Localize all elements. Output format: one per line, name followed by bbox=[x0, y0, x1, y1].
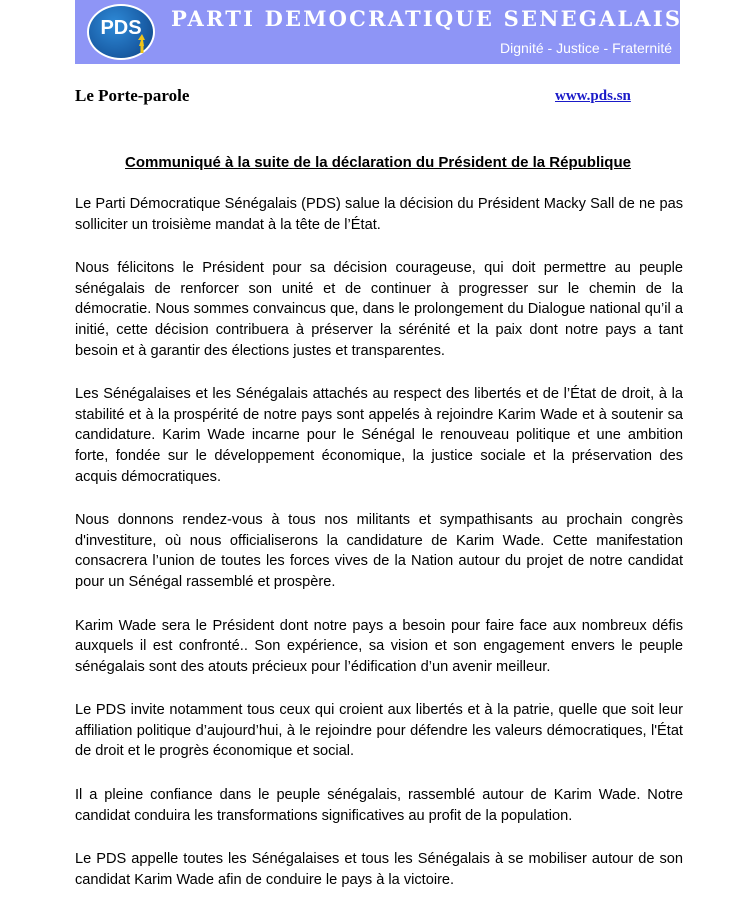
paragraph-8: Le PDS appelle toutes les Sénégalaises et tous les Sénégalais à se mobiliser autour de son candidat Karim Wade afin de conduire le pays à la victoire. bbox=[75, 851, 683, 888]
paragraph-7: Il a pleine confiance dans le peuple sénégalais, rassemblé autour de Karim Wade. Notre candidat conduira les transformations significatives au profit de la population. bbox=[75, 787, 683, 824]
torch-icon bbox=[133, 32, 151, 54]
document-body bbox=[75, 194, 683, 913]
website-link[interactable]: www.pds.sn bbox=[555, 88, 631, 104]
document-title: Communiqué à la suite de la déclaration du Président de la République bbox=[125, 154, 631, 171]
paragraph-4: Nous donnons rendez-vous à tous nos militants et sympathisants au prochain congrès d'investiture, où nous officialiserons la candidature de Karim Wade. Cette manifestation consacrera l’union de toutes les forces vives de la Nation autour du projet de notre candidat pour un Sénégal rassemblé et prospère. bbox=[75, 512, 683, 590]
party-name: PARTI DEMOCRATIQUE SENEGALAIS bbox=[171, 6, 683, 31]
paragraph-6: Le PDS invite notamment tous ceux qui croient aux libertés et à la patrie, quelle que soit leur affiliation politique d’aujourd’hui, à le rejoindre pour défendre les valeurs démocratiques, l'État de droit et le progrès économique et social. bbox=[75, 702, 683, 760]
paragraph-3: Les Sénégalaises et les Sénégalais attachés au respect des libertés et de l’État de droit, à la stabilité et à la prospérité de notre pays sont appelés à rejoindre Karim Wade et à soutenir sa candidature. Karim Wade incarne pour le Sénégal le renouveau politique et une ambition forte, fondée sur le développement économique, la justice sociale et la préservation des acquis démocratiques. bbox=[75, 386, 683, 485]
paragraph-1: Le Parti Démocratique Sénégalais (PDS) salue la décision du Président Macky Sall de ne pas solliciter un troisième mandat à la tête de l’État. bbox=[75, 196, 683, 233]
paragraph-5: Karim Wade sera le Président dont notre pays a besoin pour faire face aux nombreux défis auxquels il est confronté.. Son expérience, sa vision et son engagement envers le peuple sénégalais sont des atouts précieux pour l’édification d’un avenir meilleur. bbox=[75, 617, 683, 675]
header-banner bbox=[75, 0, 683, 64]
paragraph-2: Nous félicitons le Président pour sa décision courageuse, qui doit permettre au peuple sénégalais de renforcer son unité et de continuer à progresser sur le chemin de la démocratie. Nous sommes convaincus que, dans le prolongement du Dialogue national qu’il a initié, cette décision contribuera à préserver la sérénité et la paix dont notre pays a tant besoin et à garantir des élections justes et transparentes. bbox=[75, 260, 683, 359]
pds-logo bbox=[87, 4, 155, 60]
party-motto: Dignité - Justice - Fraternité bbox=[500, 40, 672, 56]
spokesperson-label: Le Porte-parole bbox=[75, 86, 190, 105]
logo-text: PDS bbox=[100, 17, 142, 39]
